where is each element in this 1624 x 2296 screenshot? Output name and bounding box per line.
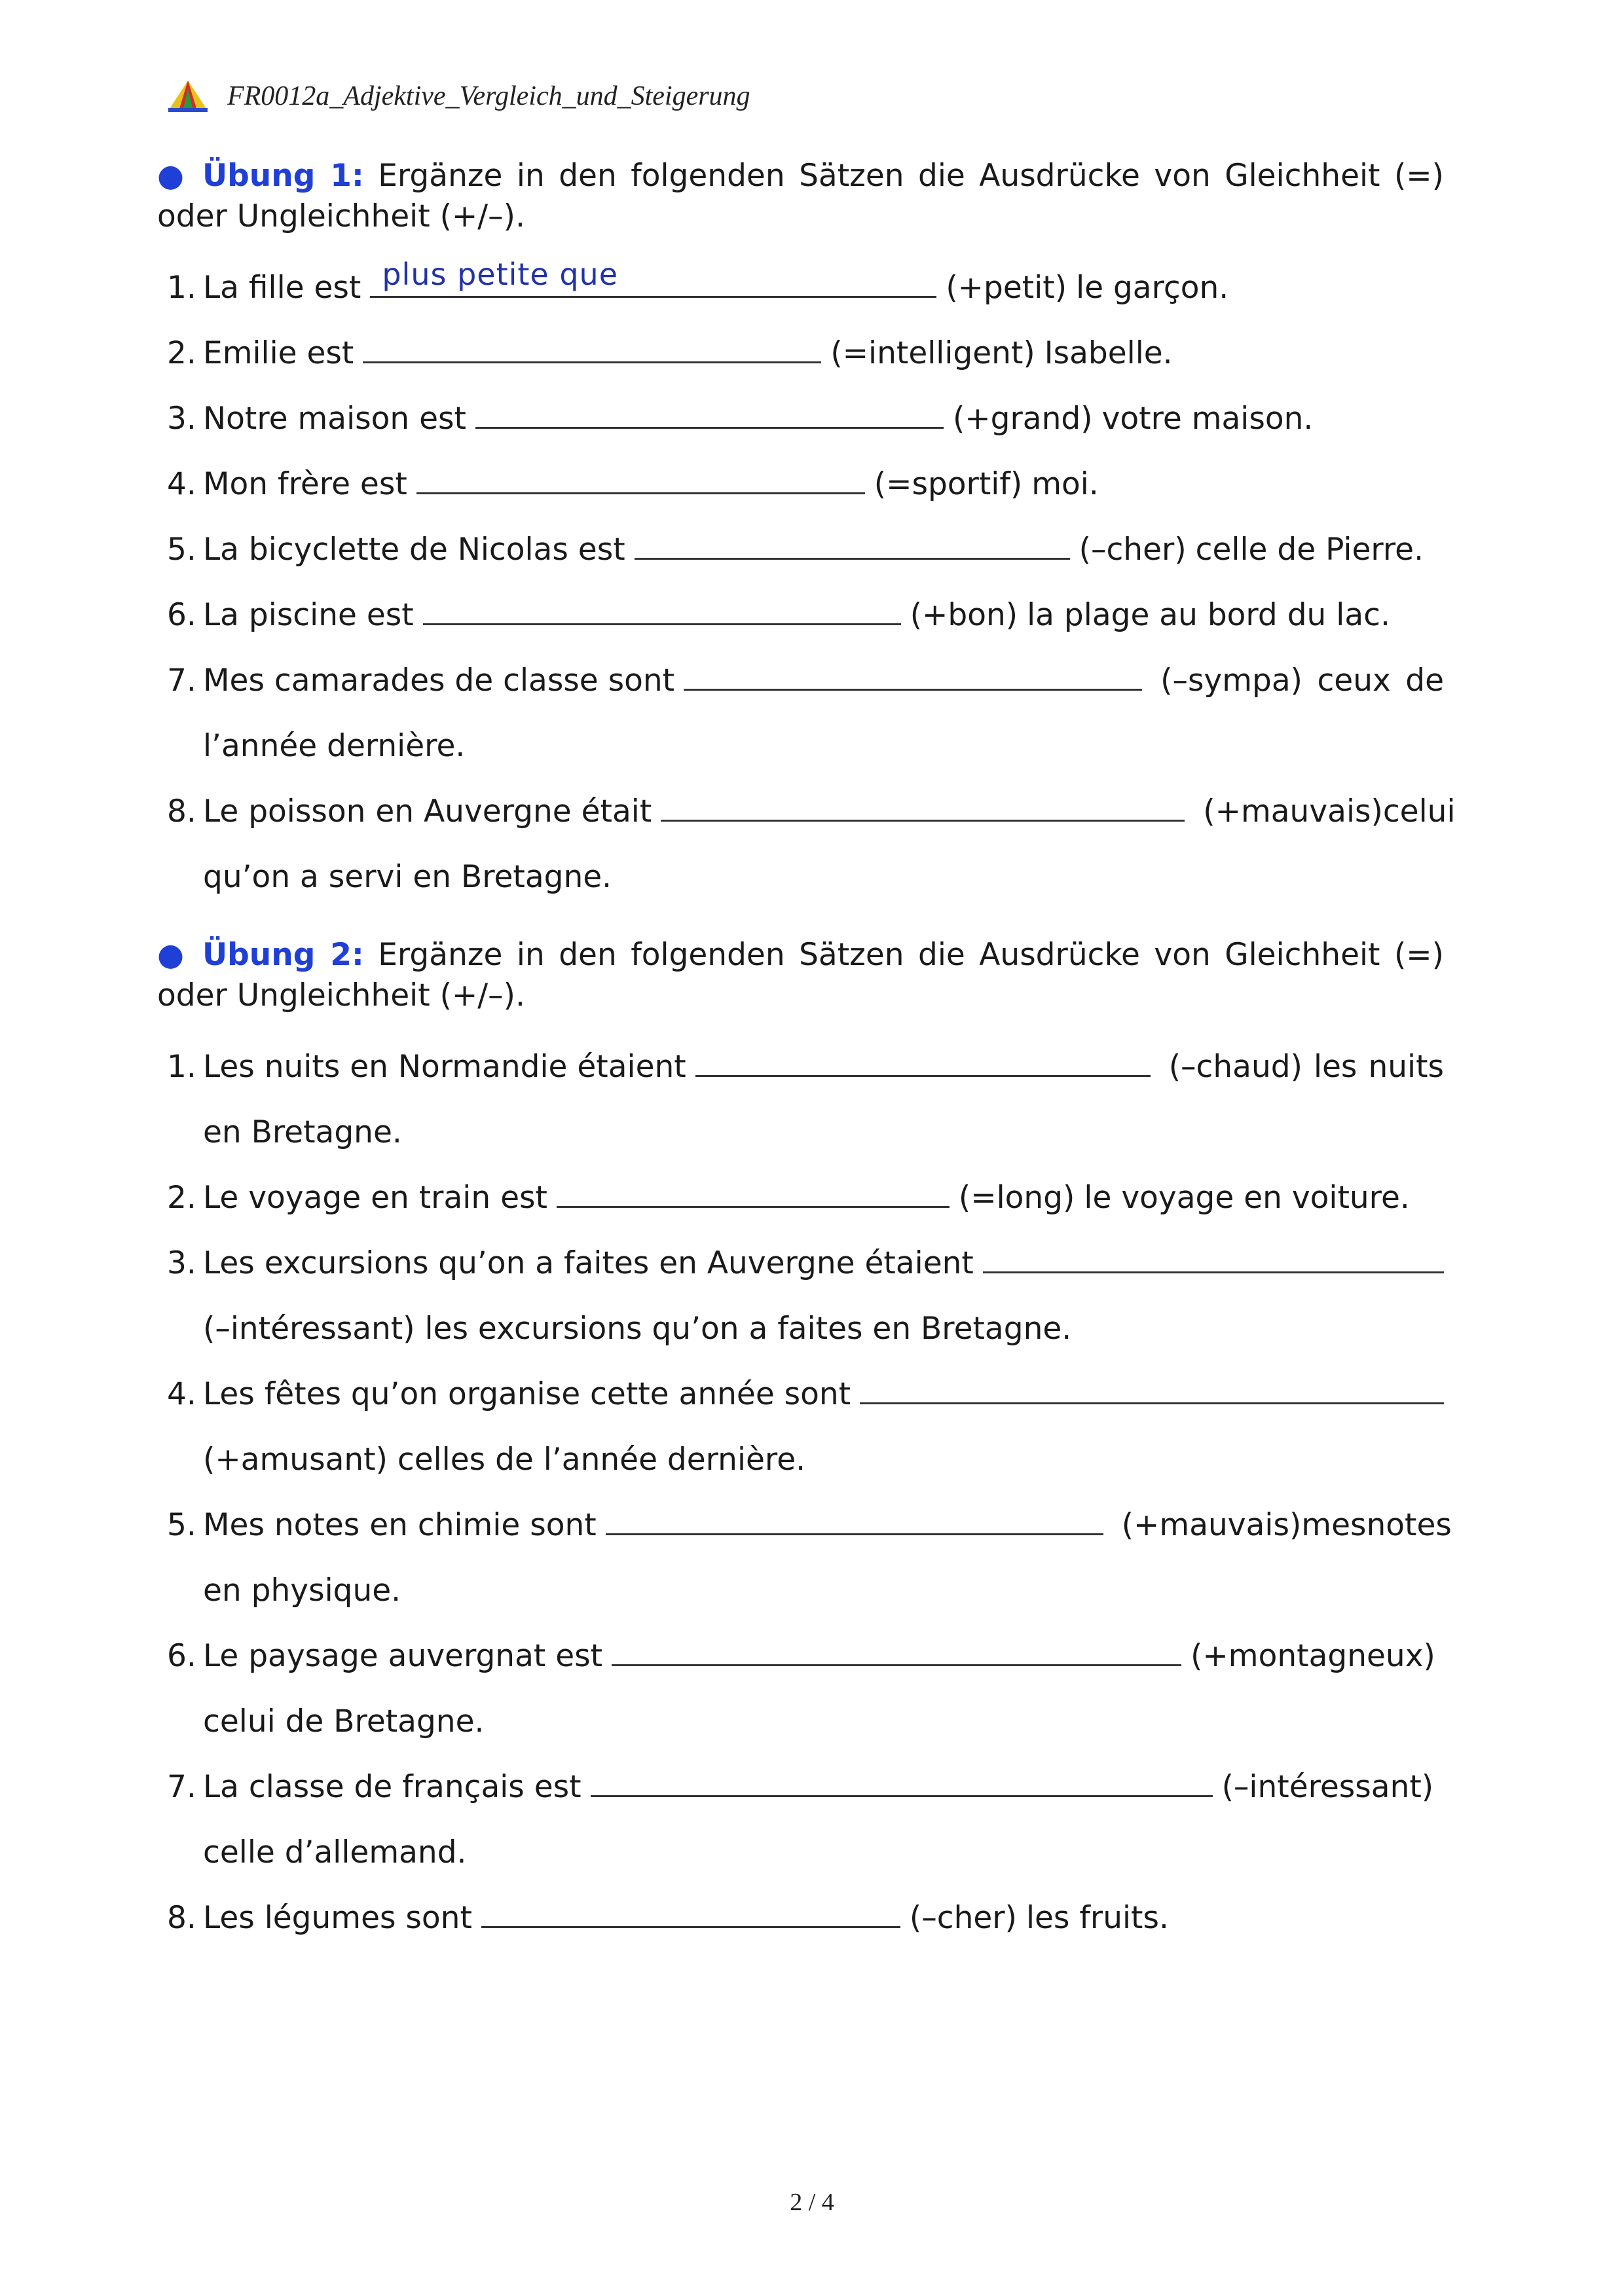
answer-blank[interactable] — [983, 1237, 1444, 1273]
exercise-item — [167, 393, 1444, 439]
document-title: FR0012a_Adjektive_Vergleich_und_Steigerung — [227, 81, 750, 111]
item-text: Le voyage en train est — [203, 1180, 547, 1216]
item-number: 1. — [167, 270, 196, 306]
item-continuation: en Bretagne. — [203, 1114, 402, 1150]
exercise-item — [167, 524, 1444, 570]
answer-blank[interactable] — [661, 786, 1185, 822]
item-text: celui — [1382, 793, 1456, 829]
item-number: 6. — [167, 1638, 196, 1674]
exercise-item — [167, 1499, 1452, 1611]
item-text: La fille est — [203, 270, 361, 306]
answer-blank[interactable] — [481, 1892, 900, 1928]
exercise-item — [167, 655, 1444, 767]
item-hint: (+bon) — [910, 597, 1018, 633]
item-number: 1. — [167, 1049, 196, 1085]
item-text: moi. — [1031, 466, 1099, 502]
answer-blank[interactable] — [475, 393, 944, 429]
handwritten-answer: plus petite que — [382, 257, 618, 292]
item-continuation: en physique. — [203, 1573, 401, 1609]
item-number: 2. — [167, 1180, 196, 1216]
item-number: 4. — [167, 466, 196, 502]
exercise-item — [167, 1892, 1444, 1939]
answer-blank[interactable] — [695, 1041, 1151, 1077]
bullet-icon: ● — [157, 158, 189, 194]
item-number: 8. — [167, 793, 196, 829]
exercise-item — [167, 589, 1444, 636]
tent-logo-icon — [167, 79, 209, 113]
item-text: Les nuits en Normandie étaient — [203, 1049, 686, 1085]
item-hint: (–cher) — [1079, 532, 1187, 568]
exercise-item — [167, 1237, 1444, 1349]
answer-blank[interactable] — [635, 524, 1070, 560]
page-number: 2 / 4 — [790, 2189, 834, 2216]
answer-blank[interactable] — [684, 655, 1142, 691]
item-text: de — [1405, 663, 1444, 699]
answer-blank[interactable] — [557, 1172, 950, 1208]
item-number: 7. — [167, 1769, 196, 1805]
exercise-instruction: Ergänze in den folgenden Sätzen die Ausdrücke von Gleichheit (=) oder Ungleichheit (+/–). — [157, 937, 1444, 1013]
item-text: le voyage en voiture. — [1084, 1180, 1410, 1216]
item-continuation: celle d’allemand. — [203, 1834, 467, 1870]
answer-blank[interactable] — [612, 1630, 1181, 1666]
item-number: 4. — [167, 1376, 196, 1412]
item-text: Mes notes en chimie sont — [203, 1507, 597, 1543]
item-hint: (=intelligent) — [830, 335, 1035, 371]
exercise-label: Übung 2: — [202, 937, 364, 973]
item-text: nuits — [1368, 1049, 1444, 1085]
item-text: Isabelle. — [1044, 335, 1173, 371]
exercise-item — [167, 1761, 1444, 1873]
answer-blank[interactable] — [363, 327, 821, 363]
exercise-2-instruction — [157, 935, 1444, 1016]
item-text: ceux — [1317, 663, 1391, 699]
exercise-item — [167, 1368, 1444, 1480]
exercise-item — [167, 1041, 1444, 1153]
item-text: Notre maison est — [203, 401, 466, 437]
answer-blank[interactable] — [606, 1499, 1103, 1535]
item-text: celle de Pierre. — [1195, 532, 1424, 568]
item-text: Les excursions qu’on a faites en Auvergne étaient — [203, 1245, 974, 1281]
bullet-icon: ● — [157, 937, 189, 973]
item-number: 3. — [167, 1245, 196, 1281]
item-text: le garçon. — [1076, 270, 1229, 306]
item-text: Mes camarades de classe sont — [203, 663, 675, 699]
item-text: La classe de français est — [203, 1769, 581, 1805]
item-text: votre maison. — [1101, 401, 1314, 437]
exercise-1-instruction — [157, 156, 1444, 237]
item-number: 2. — [167, 335, 196, 371]
answer-blank[interactable] — [370, 257, 936, 298]
item-hint: (–intéressant) — [1221, 1769, 1434, 1805]
item-hint: (–cher) — [909, 1900, 1017, 1936]
exercise-item — [167, 1630, 1444, 1742]
item-text: Le poisson en Auvergne était — [203, 793, 652, 829]
exercise-label: Übung 1: — [202, 158, 364, 194]
page-header — [167, 73, 750, 119]
item-hint: (+petit) — [946, 270, 1067, 306]
answer-blank[interactable] — [416, 458, 865, 494]
item-continuation: (–intéressant) les excursions qu’on a faites en Bretagne. — [203, 1311, 1072, 1347]
item-text: Mon frère est — [203, 466, 407, 502]
item-text: la plage au bord du lac. — [1027, 597, 1390, 633]
item-continuation: qu’on a servi en Bretagne. — [203, 859, 612, 895]
exercise-item — [167, 1172, 1444, 1218]
item-text: Les légumes sont — [203, 1900, 472, 1936]
item-hint: (=long) — [958, 1180, 1075, 1216]
item-number: 3. — [167, 401, 196, 437]
item-continuation: (+amusant) celles de l’année dernière. — [203, 1442, 806, 1478]
item-hint: (+mauvais) — [1203, 793, 1383, 829]
item-text: les — [1313, 1049, 1357, 1085]
item-number: 8. — [167, 1900, 196, 1936]
item-hint: (+montagneux) — [1190, 1638, 1435, 1674]
exercise-item — [167, 458, 1444, 505]
exercise-instruction: Ergänze in den folgenden Sätzen die Ausdrücke von Gleichheit (=) oder Ungleichheit (+/–). — [157, 158, 1444, 234]
item-number: 5. — [167, 1507, 196, 1543]
answer-blank[interactable] — [423, 589, 901, 625]
item-text: Le paysage auvergnat est — [203, 1638, 603, 1674]
item-text: notes — [1366, 1507, 1452, 1543]
item-hint: (+grand) — [952, 401, 1093, 437]
item-number: 5. — [167, 532, 196, 568]
item-hint: (–chaud) — [1168, 1049, 1302, 1085]
item-hint: (–sympa) — [1160, 663, 1303, 699]
item-hint: (+mauvais) — [1121, 1507, 1302, 1543]
answer-blank[interactable] — [860, 1368, 1444, 1404]
item-continuation: l’année dernière. — [203, 728, 466, 764]
item-text: les fruits. — [1025, 1900, 1169, 1936]
exercise-item — [167, 257, 1444, 308]
item-number: 7. — [167, 663, 196, 699]
item-continuation: celui de Bretagne. — [203, 1704, 485, 1740]
exercise-item — [167, 327, 1444, 374]
item-text: Emilie est — [203, 335, 354, 371]
item-number: 6. — [167, 597, 196, 633]
answer-blank[interactable] — [591, 1761, 1213, 1797]
exercise-item — [167, 786, 1456, 898]
item-text: La bicyclette de Nicolas est — [203, 532, 625, 568]
item-hint: (=sportif) — [874, 466, 1023, 502]
item-text: La piscine est — [203, 597, 414, 633]
item-text: mes — [1301, 1507, 1367, 1543]
item-text: Les fêtes qu’on organise cette année sont — [203, 1376, 851, 1412]
